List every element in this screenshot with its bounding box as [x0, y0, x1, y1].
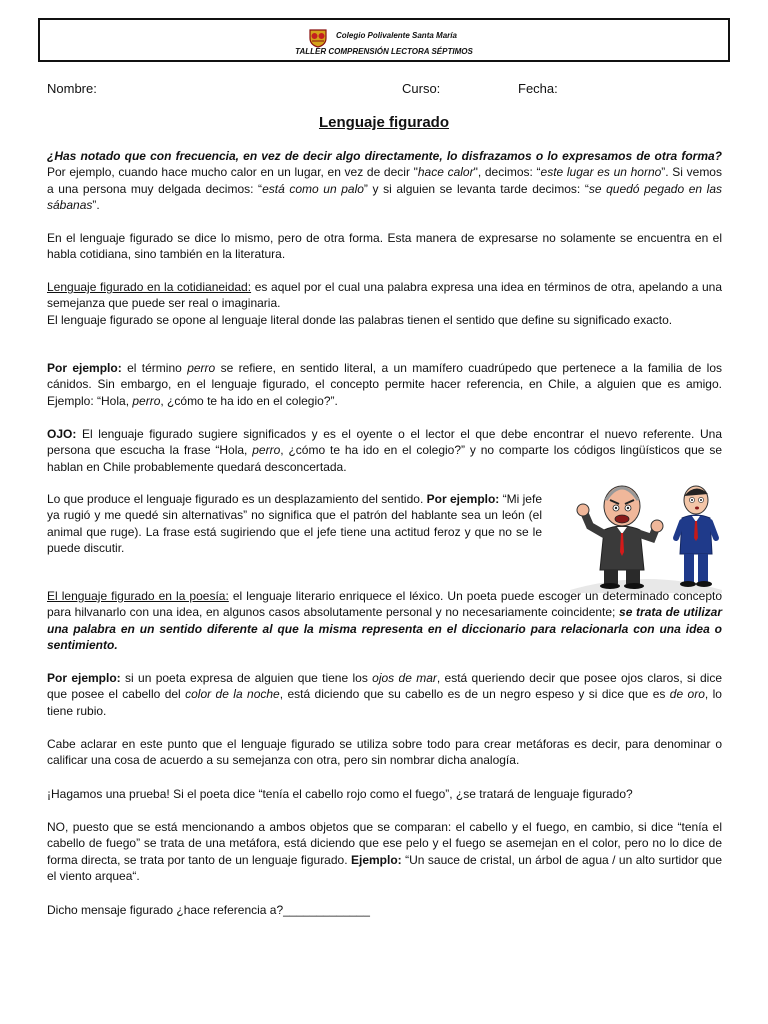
example-text: si un poeta expresa de alguien que tiene los — [120, 671, 373, 685]
example-word: perro — [187, 361, 216, 375]
answer-lead: Ejemplo: — [351, 852, 402, 867]
example-word: perro — [132, 393, 161, 408]
intro-example-3: está como un palo — [262, 181, 364, 196]
answer-paragraph — [47, 819, 722, 885]
displacement-quote: “Mi jefe ya rugió y me quedé sin alternativas” no significa que el patrón del hablante sea un león (el animal que ruge). La frase está sugiriendo que el jefe tiene una actitud feroz y que no se le puede discutir. — [47, 492, 542, 556]
example-poet-paragraph — [47, 670, 722, 719]
intro-text: ", decimos: “ — [473, 165, 541, 180]
intro-text: ” y si alguien se levanta tarde decimos: “ — [363, 181, 589, 196]
metaphor-paragraph: Cabe aclarar en este punto que el lenguaje figurado se utiliza sobre todo para crear metáforas es decir, para denominar o calificar una cosa de acuerdo a su semejanza con otra, pero sin nombrar dicha analogía. — [47, 737, 722, 768]
intro-example-2: este lugar es un horno — [540, 165, 662, 180]
answer-text: NO, puesto que se está mencionando a ambos objetos que se comparan: el cabello y el fuego, en cambio, si dice “tenía el cabello de fuego” se trata de una metáfora, está diciendo que ese pelo y el fuego se asemejan en el color, pero no lo dice de forma directa, se trata por tanto de un lenguaje figurado. — [47, 820, 722, 867]
ojo-paragraph — [47, 426, 722, 475]
intro-text: Por ejemplo, cuando hace mucho calor en un lugar, en vez de decir " — [47, 165, 418, 180]
example-lead: Por ejemplo: — [47, 671, 121, 685]
poetry-heading: El lenguaje figurado en la poesía: — [47, 589, 229, 603]
daily-text-2: El lenguaje figurado se opone al lenguaje literal donde las palabras tienen el sentido que define su significado exacto. — [47, 312, 673, 327]
test-question-paragraph: ¡Hagamos una prueba! Si el poeta dice “tenía el cabello rojo como el fuego”, ¿se tratará de lenguaje figurado? — [47, 787, 633, 801]
ojo-text-2: , ¿cómo te ha ido en el colegio?” y no comparte los códigos lingüísticos que se hablan en Chile probablemente quedará desconcertada. — [47, 443, 722, 474]
example-perro-paragraph — [47, 360, 722, 409]
ojo-word: perro — [252, 443, 281, 458]
ojo-text: El lenguaje figurado sugiere significados y es el oyente o el lector el que debe encontrar el nuevo referente. Una persona que escucha la frase “Hola, — [47, 427, 722, 458]
ojo-lead: OJO: — [47, 427, 77, 441]
displacement-lead: Por ejemplo: — [426, 492, 500, 506]
intro-text: ”. Si vemos a una persona muy delgada decimos: “ — [47, 165, 722, 196]
displacement-text: Lo que produce el lenguaje figurado es un desplazamiento del sentido. — [47, 492, 427, 506]
example-text: , ¿cómo te ha ido en el colegio?”. — [160, 393, 338, 408]
school-name: Colegio Polivalente Santa María — [336, 31, 457, 40]
worksheet-subtitle: TALLER COMPRENSIÓN LECTORA SÉPTIMOS — [295, 47, 473, 56]
date-field-label: Fecha: — [518, 81, 558, 96]
daily-heading: Lenguaje figurado en la cotidianeidad: — [47, 280, 252, 294]
example-phrase: de oro — [669, 687, 705, 702]
example-text: el término — [121, 361, 188, 375]
intro-example-1: hace calor — [417, 165, 474, 180]
page-title: Lenguaje figurado — [318, 114, 449, 131]
example-lead: Por ejemplo: — [47, 361, 122, 375]
example-phrase: color de la noche — [185, 687, 280, 702]
intro-question: ¿Has notado que con frecuencia, en vez de decir algo directamente, lo disfrazamos o lo expresamos de otra forma? — [47, 149, 722, 163]
angry-boss-and-employee-illustration — [570, 478, 722, 593]
intro-paragraph — [47, 148, 722, 214]
example-text: , está diciendo que su cabello es de un negro espeso y si dice que es — [279, 687, 670, 702]
intro-example-4: se quedó pegado en las sábanas — [47, 181, 722, 213]
poetry-paragraph — [47, 588, 722, 654]
displacement-paragraph — [47, 491, 542, 557]
example-text: se refiere, en sentido literal, a un mamífero cuadrúpedo que pertenece a la familia de los cánidos. Sin embargo, en el lenguaje figurado, el concepto permite hacer referencia, en Chile, a alguien que es amigo. Ejemplo: “Hola, — [47, 361, 723, 408]
course-field-label: Curso: — [402, 81, 441, 96]
example-text: , está queriendo decir que posee ojos claros, si dice que posee el cabello del — [47, 671, 723, 702]
poetry-text: el lenguaje literario enriquece el léxico. Un poeta puede escoger un determinado concepto para hilvanarlo con una idea, en algunos casos absolutamente personal y no necesariamente coincidente; — [47, 589, 722, 620]
header-box — [38, 18, 730, 62]
school-crest-icon — [308, 28, 328, 48]
answer-example: “Un sauce de cristal, un árbol de agua / un alto surtidor que el viento arquea“. — [47, 852, 723, 884]
poetry-emphasis: se trata de utilizar una palabra en un sentido diferente al que la misma representa en el diccionario para relacionarla con una idea o sentimiento. — [47, 605, 722, 653]
example-text: , lo tiene rubio. — [47, 687, 722, 718]
intro-text: ”. — [92, 198, 100, 213]
daily-language-paragraph — [47, 279, 722, 328]
name-field-label: Nombre: — [47, 81, 97, 96]
daily-text: es aquel por el cual una palabra expresa una idea en términos de otra, apelando a una semejanza que puede ser real o imaginaria. — [47, 280, 723, 311]
example-phrase: ojos de mar — [372, 671, 437, 685]
figurative-definition-paragraph: En el lenguaje figurado se dice lo mismo, pero de otra forma. Esta manera de expresarse no solamente se encuentra en el habla cotidiana, sino también en la literatura. — [47, 231, 722, 262]
final-question: Dicho mensaje figurado ¿hace referencia a?_____________ — [47, 903, 370, 917]
